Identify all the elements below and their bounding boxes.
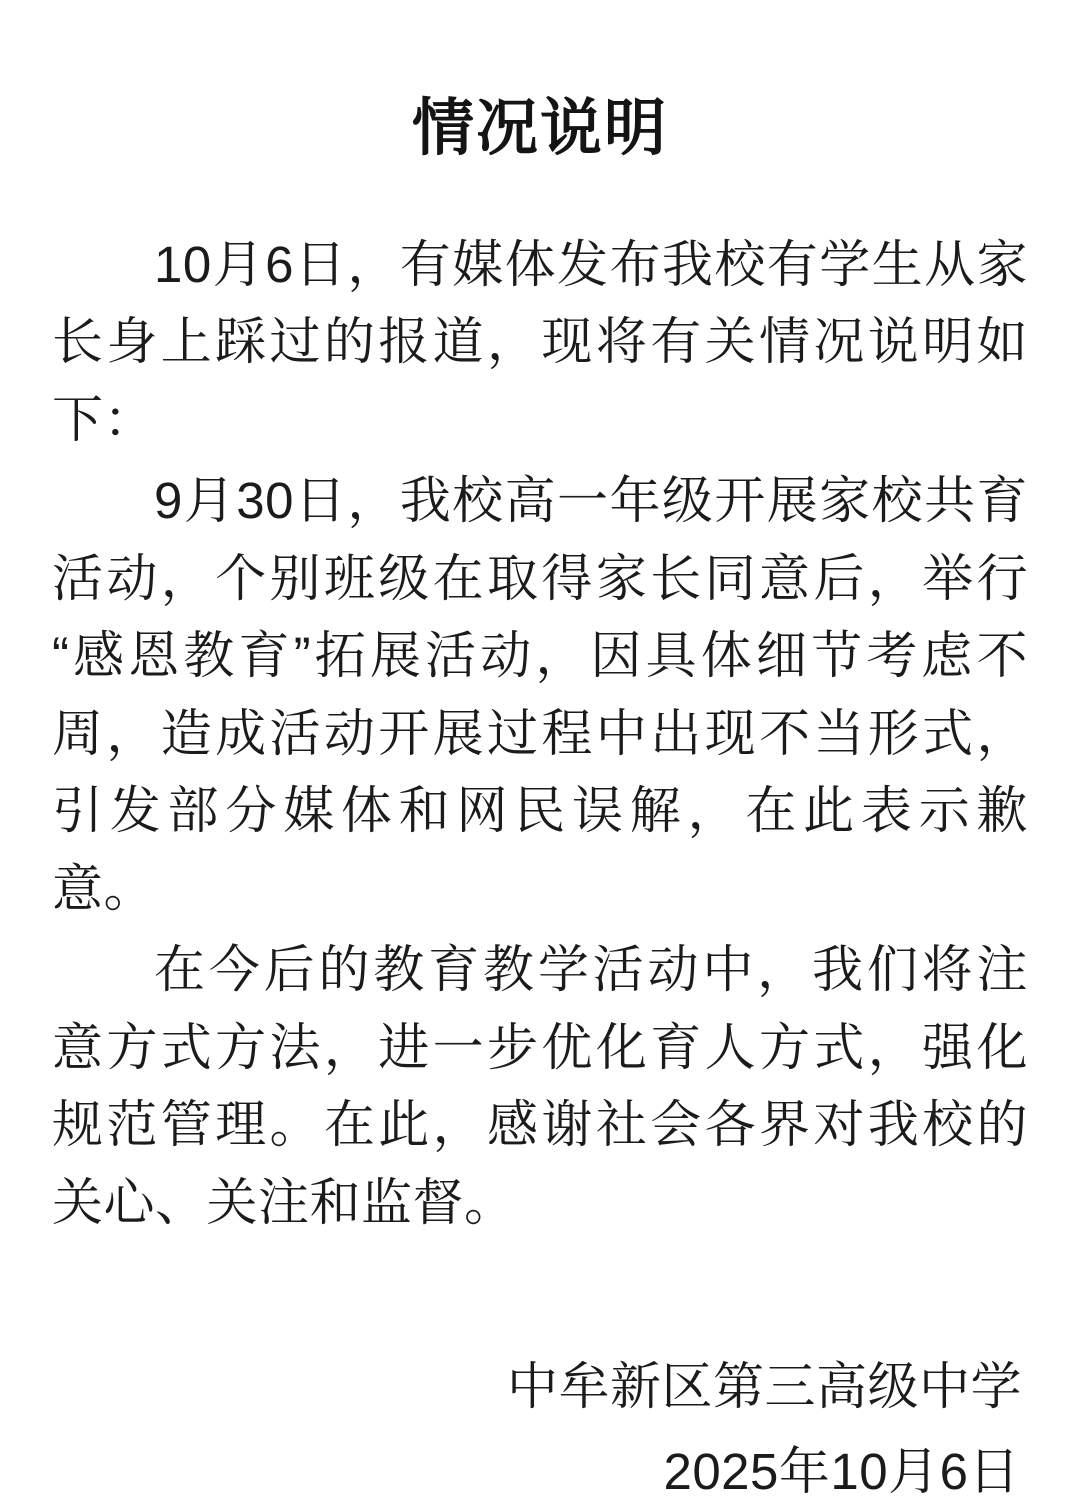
paragraph-1: 10月6日，有媒体发布我校有学生从家长身上踩过的报道，现将有关情况说明如下： <box>52 235 1028 448</box>
document-body <box>52 226 1028 1246</box>
paragraph-3: 在今后的教育教学活动中，我们将注意方式方法，进一步优化育人方式，强化规范管理。在此，感谢社会各界对我校的关心、关注和监督。 <box>52 941 1028 1231</box>
signature-block <box>52 1349 1028 1510</box>
page-title: 情况说明 <box>411 94 668 163</box>
paragraph-2: 9月30日，我校高一年级开展家校共育活动，个别班级在取得家长同意后，举行“感恩教育”拓展活动，因具体细节考虑不周，造成活动开展过程中出现不当形式，引发部分媒体和网民误解，在此表示歉意。 <box>52 472 1028 917</box>
signature-date: 2025年10月6日 <box>663 1442 1020 1500</box>
signature-organization: 中牟新区第三高级中学 <box>506 1358 1022 1416</box>
